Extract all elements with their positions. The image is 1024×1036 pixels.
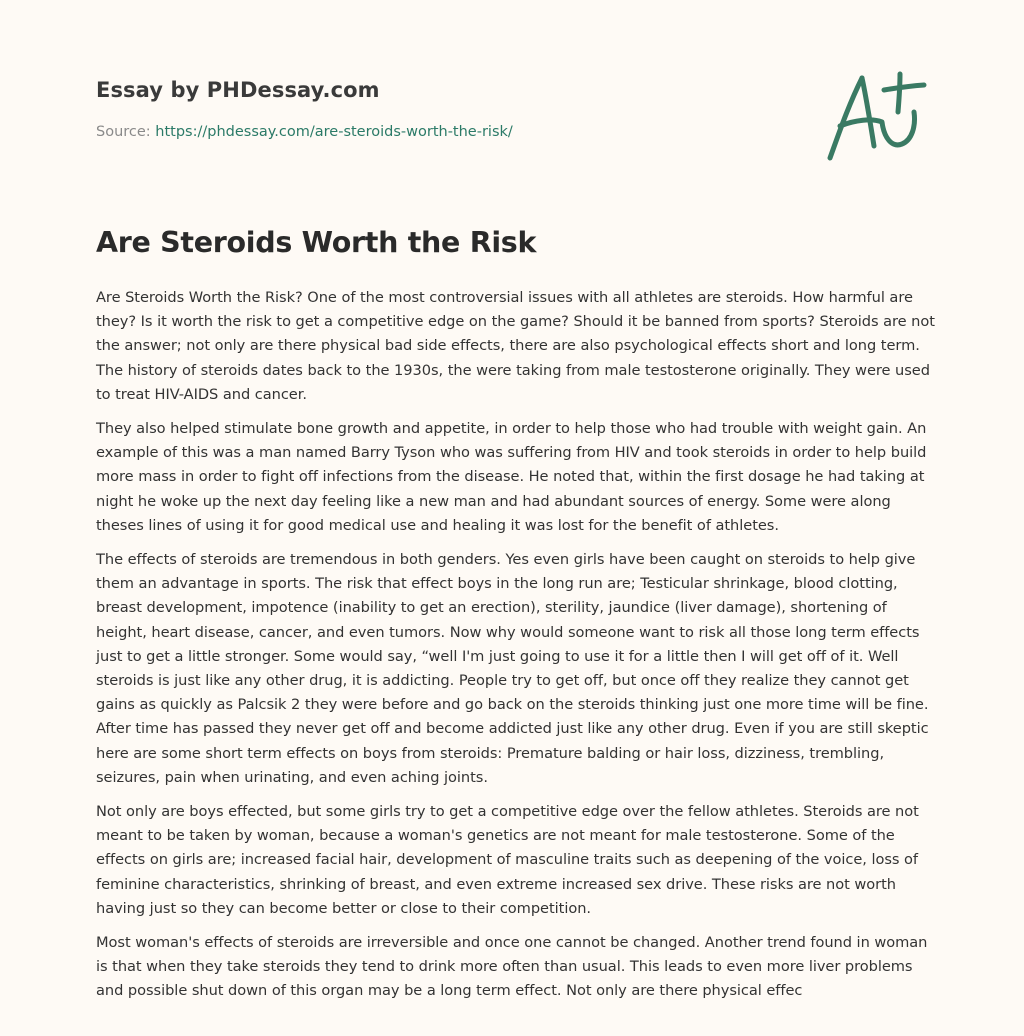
paragraph: Not only are boys effected, but some girls try to get a competitive edge over the fellow athletes. Steroids are not meant to be taken by woman, because a woman's genetics are not meant for male testosterone. Some of the effects on girls are; increased facial hair, development of masculine traits such as deepening of the voice, loss of feminine characteristics, shrinking of breast, and even extreme increased sex drive. These risks are not worth having just so they can become better or close to their competition. bbox=[96, 803, 919, 917]
essay-body bbox=[96, 286, 938, 1014]
a-plus-grade-icon bbox=[820, 66, 930, 166]
source-line bbox=[96, 124, 796, 140]
source-label: Source: bbox=[96, 124, 156, 140]
source-link[interactable]: https://phdessay.com/are-steroids-worth-the-risk/ bbox=[155, 124, 513, 140]
paragraph: Are Steroids Worth the Risk? One of the most controversial issues with all athletes are steroids. How harmful are they? Is it worth the risk to get a competitive edge on the game? Should it be banned from sports? Steroids are not the answer; not only are there physical bad side effects, there are also psychological effects short and long term. The history of steroids dates back to the 1930s, the were taking from male testosterone originally. They were used to treat HIV-AIDS and cancer. bbox=[96, 289, 935, 403]
essay-title: Are Steroids Worth the Risk bbox=[96, 226, 537, 259]
site-title: Essay by PHDessay.com bbox=[96, 78, 380, 102]
page-header bbox=[96, 78, 796, 140]
paragraph: They also helped stimulate bone growth and appetite, in order to help those who had trouble with weight gain. An example of this was a man named Barry Tyson who was suffering from HIV and took steroids in order to help build more mass in order to fight off infections from the disease. He noted that, within the first dosage he had taking at night he woke up the next day feeling like a new man and had abundant sources of energy. Some were along theses lines of using it for good medical use and healing it was lost for the benefit of athletes. bbox=[96, 420, 927, 534]
paragraph: Most woman's effects of steroids are irreversible and once one cannot be changed. Another trend found in woman is that when they take steroids they tend to drink more often than usual. This leads to even more liver problems and possible shut down of this organ may be a long term effect. Not only are there physical effec bbox=[96, 934, 928, 1000]
paragraph: The effects of steroids are tremendous in both genders. Yes even girls have been caught on steroids to help give them an advantage in sports. The risk that effect boys in the long run are; Testicular shrinkage, blood clotting, breast development, impotence (inability to get an erection), sterility, jaundice (liver damage), shortening of height, heart disease, cancer, and even tumors. Now why would someone want to risk all those long term effects just to get a little stronger. Some would say, “well I'm just going to use it for a little then I will get off of it. Well steroids is just like any other drug, it is addicting. People try to get off, but once off they realize they cannot get gains as quickly as Palcsik 2 they were before and go back on the steroids thinking just one more time will be fine. After time has passed they never get off and become addicted just like any other drug. Even if you are still skeptic here are some short term effects on boys from steroids: Premature balding or hair loss, dizziness, trembling, seizures, pain when urinating, and even aching joints. bbox=[96, 551, 929, 786]
